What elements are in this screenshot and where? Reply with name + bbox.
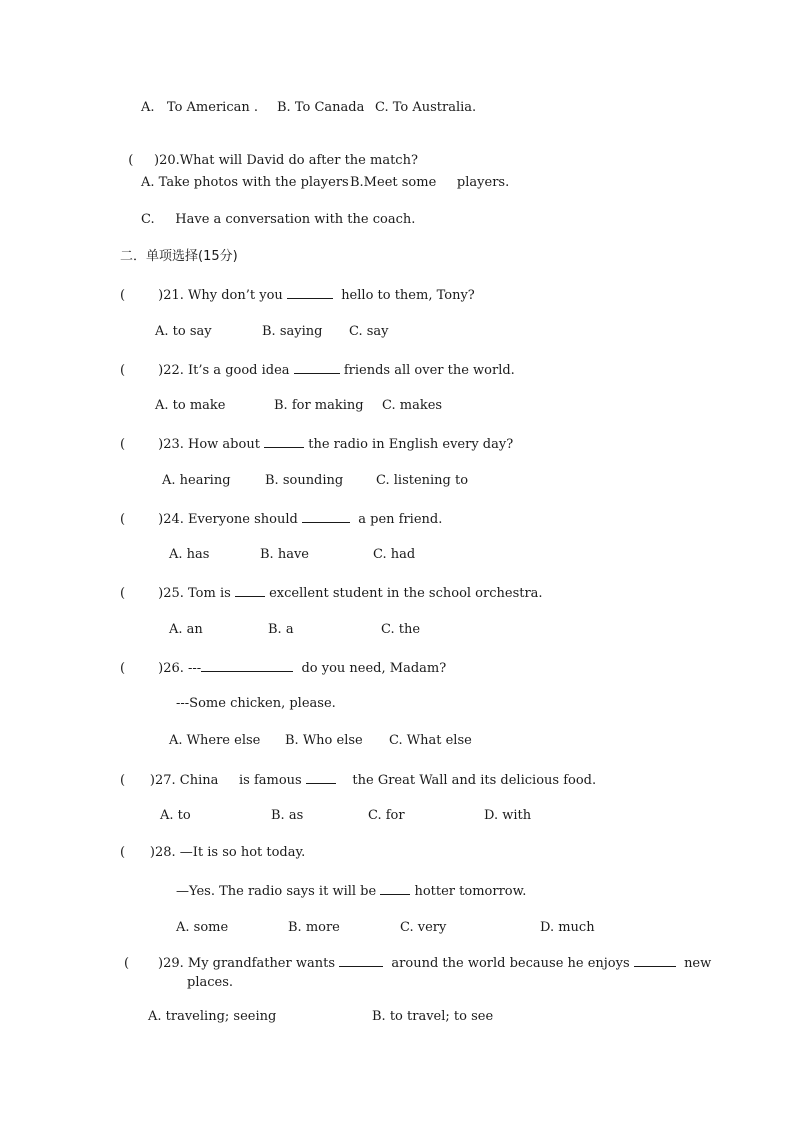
answer-bracket[interactable]: ( ) [120,512,164,527]
answer-blank[interactable] [306,771,336,784]
q27-option-d: D. with [484,808,532,823]
answer-bracket[interactable]: ( ) [120,773,155,788]
answer-blank[interactable] [634,954,676,967]
answer-blank[interactable] [339,954,383,967]
question-text: the Great Wall and its delicious food. [352,773,597,788]
q26-option-b: B. Who else [285,733,363,748]
question-text: 29. My grandfather wants [163,956,335,971]
q21-question [120,286,475,304]
q20-option-c: C. Have a conversation with the coach. [141,212,416,227]
q29-continuation: places. [187,975,234,990]
q22-question [120,361,515,379]
q22-option-a: A. to make [155,398,226,413]
q19-option-b: B. To Canada [277,100,365,115]
q27-option-c: C. for [368,808,405,823]
answer-bracket[interactable]: ( ) [128,153,160,168]
q24-option-b: B. have [260,547,309,562]
q24-option-c: C. had [373,547,416,562]
q28-option-b: B. more [288,920,340,935]
q28-option-a: A. some [176,920,229,935]
answer-bracket[interactable]: ( ) [124,956,164,971]
q26-option-a: A. Where else [169,733,261,748]
answer-blank[interactable] [302,510,350,523]
question-text: 25. Tom is [163,586,231,601]
answer-blank[interactable] [235,584,265,597]
q28-question [120,845,305,861]
question-text: friends all over the world. [343,363,515,378]
q23-option-b: B. sounding [265,473,344,488]
q19-option-c: C. To Australia. [375,100,477,115]
q19-option-a: A. To American . [141,100,258,115]
answer-bracket[interactable]: ( ) [120,586,164,601]
question-text: 21. Why don’t you [163,288,283,303]
q26-reply: ---Some chicken, please. [176,696,336,711]
q21-option-c: C. say [349,324,389,339]
q29-option-a: A. traveling; seeing [148,1009,277,1024]
answer-bracket[interactable]: ( ) [120,363,164,378]
question-text: 27. China is famous [154,773,302,788]
question-text: 26. --- [163,661,202,676]
question-text: the radio in English every day? [308,437,514,452]
q20-question [120,137,418,169]
question-text: hello to them, Tony? [341,288,475,303]
question-text: 22. It’s a good idea [163,363,290,378]
q27-option-b: B. as [271,808,304,823]
q22-option-b: B. for making [274,398,364,413]
question-text: do you need, Madam? [301,661,447,676]
answer-bracket[interactable]: ( ) [120,661,164,676]
q29-question [124,954,711,972]
q24-question [120,510,442,528]
q28-reply [176,882,526,900]
answer-blank[interactable] [294,361,340,374]
answer-bracket[interactable]: ( ) [120,437,164,452]
q25-question [120,584,543,602]
question-text: excellent student in the school orchestra. [269,586,543,601]
q26-option-c: C. What else [389,733,472,748]
q27-option-a: A. to [160,808,191,823]
question-text: new [684,956,712,971]
q21-option-b: B. saying [262,324,323,339]
q21-option-a: A. to say [155,324,212,339]
question-text: 20.What will David do after the match? [159,153,418,168]
q20-option-b: B.Meet some players. [350,175,510,190]
reply-text: —Yes. The radio says it will be [176,884,377,899]
q22-option-c: C. makes [382,398,443,413]
answer-bracket[interactable]: ( ) [120,288,164,303]
q28-option-d: D. much [540,920,595,935]
q25-option-a: A. an [169,622,203,637]
q25-option-c: C. the [381,622,421,637]
answer-blank[interactable] [264,435,304,448]
q23-option-c: C. listening to [376,473,469,488]
reply-text: hotter tomorrow. [414,884,527,899]
q23-option-a: A. hearing [162,473,231,488]
answer-blank[interactable] [287,286,333,299]
answer-blank[interactable] [201,659,293,672]
section-title: 二．单项选择(15分) [120,249,238,264]
q29-option-b: B. to travel; to see [372,1009,494,1024]
q26-question [120,659,446,677]
question-text: 28. —It is so hot today. [154,845,306,860]
question-text: around the world because he enjoys [391,956,630,971]
question-text: a pen friend. [358,512,443,527]
q28-option-c: C. very [400,920,447,935]
q20-option-a: A. Take photos with the players [141,175,349,190]
question-text: 24. Everyone should [163,512,298,527]
q23-question [120,435,513,453]
answer-blank[interactable] [380,882,410,895]
q27-question [120,771,596,789]
q25-option-b: B. a [268,622,294,637]
question-text: 23. How about [163,437,260,452]
answer-bracket[interactable]: ( ) [120,845,155,860]
q24-option-a: A. has [169,547,210,562]
